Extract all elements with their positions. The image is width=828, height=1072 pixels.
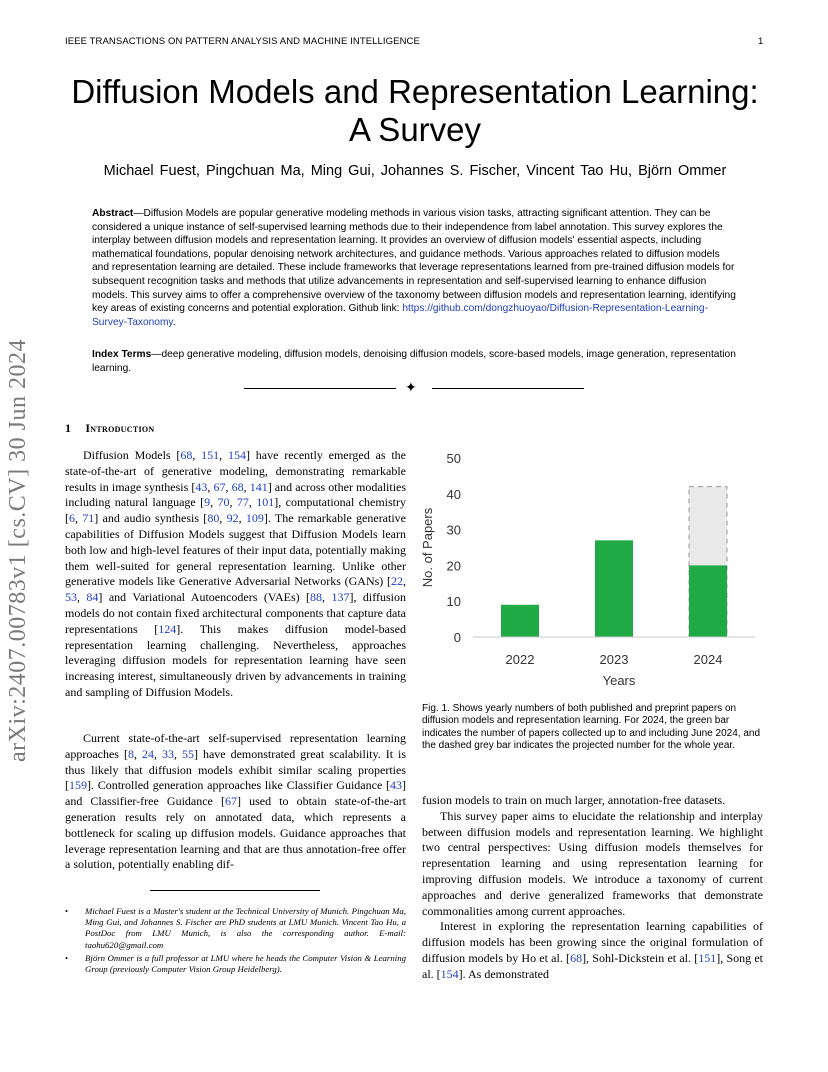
paragraph-survey-aims: This survey paper aims to elucidate the relationship and interplay between diffusion models and representation learning. We highlight two central perspectives: Using diffusion models themselves for representation learning and using representation learning for improving diffusion models. We introduce a taxonomy of current approaches and derive generalized frameworks that demonstrate commonalities among current approaches.: [422, 808, 763, 918]
arxiv-stamp: arXiv:2407.00783v1 [cs.CV] 30 Jun 2024: [5, 339, 31, 762]
bar-2023: [595, 540, 633, 637]
citation-link[interactable]: 68: [180, 448, 193, 462]
text-run: ] and audio synthesis [: [94, 511, 208, 526]
footnotes: [65, 906, 406, 977]
citation-link[interactable]: 141: [249, 479, 268, 494]
separator-rule-left: [244, 388, 396, 389]
text-run: ], Song et al. [: [422, 950, 763, 981]
citation-link[interactable]: 68: [231, 479, 244, 494]
citation-link[interactable]: 80: [207, 511, 220, 526]
text-run: ], computational chemistry [: [65, 495, 407, 526]
citation-link[interactable]: 43: [390, 778, 402, 793]
citation-link[interactable]: 70: [217, 495, 230, 510]
paragraph-interest: [422, 919, 763, 982]
text-run: ,: [243, 479, 250, 494]
bar-2024: [689, 565, 727, 637]
text-run: Current state-of-the-art self-supervised representation learning approaches [: [65, 731, 406, 761]
title-line-1: Diffusion Models and Representation Learning:: [71, 73, 759, 110]
text-run: ,: [173, 746, 182, 761]
x-tick-label: 2024: [693, 652, 723, 667]
index-terms-body: —deep generative modeling, diffusion models, denoising diffusion models, score-based models, image generation, representation learning.: [92, 349, 736, 374]
footnote-item: [65, 953, 406, 975]
text-run: ] and Variational Autoencoders (VAEs) [: [98, 590, 311, 605]
citation-link[interactable]: 53: [65, 590, 77, 605]
text-run: ] have demonstrated great scalability. It is thus likely that diffusion models exhibit similar scaling properties [: [65, 746, 407, 793]
author-list: Michael Fuest, Pingchuan Ma, Ming Gui, Johannes S. Fischer, Vincent Tao Hu, Björn Ommer: [103, 163, 727, 179]
right-column-text: [422, 793, 763, 983]
section-heading: [65, 421, 154, 436]
separator-ornament: ✦: [405, 381, 417, 396]
citation-link[interactable]: 8: [127, 746, 134, 761]
bullet: •: [65, 906, 69, 916]
text-run: ,: [403, 574, 406, 589]
footnote-rule: [150, 890, 320, 891]
text-run: ,: [75, 511, 83, 526]
y-tick-label: 40: [446, 486, 461, 502]
citation-link[interactable]: 43: [195, 479, 208, 494]
footnote-text: Björn Ommer is a full professor at LMU where he heads the Computer Vision & Learning Group (previously Computer Vision Group Heidelberg).: [85, 952, 406, 975]
bars: [501, 487, 727, 637]
text-run: ,: [229, 495, 237, 510]
index-terms: [92, 348, 736, 375]
citation-link[interactable]: 151: [201, 448, 220, 462]
citation-link[interactable]: 92: [226, 511, 239, 526]
citation-link[interactable]: 77: [236, 495, 249, 510]
y-tick-label: 50: [446, 451, 461, 466]
text-run: ,: [207, 479, 214, 494]
text-run: ] and Classifier-free Guidance [: [65, 778, 406, 809]
x-tick-label: 2023: [599, 652, 629, 667]
intro-paragraph-1: [65, 448, 406, 701]
text-run: ,: [192, 448, 202, 462]
citation-link[interactable]: 22: [391, 574, 403, 589]
separator-rule-right: [432, 388, 584, 389]
citation-link[interactable]: 24: [141, 746, 154, 761]
text-run: ] and across other modalities including natural language [: [65, 479, 407, 510]
text-run: ]. Controlled generation approaches like Classifier Guidance [: [87, 778, 390, 793]
text-run: Interest in exploring the representation learning capabilities of diffusion models has been growing since the original formulation of diffusion models by Ho et al. [: [422, 919, 763, 965]
text-run: ] have recently emerged as the state-of-the-art of generative modeling, demonstrating remarkable results in image synthesis [: [65, 448, 406, 494]
section-number: 1: [65, 421, 72, 435]
citation-link[interactable]: 9: [204, 495, 211, 510]
figure-caption: Fig. 1. Shows yearly numbers of both published and preprint papers on diffusion models and representation learning. For 2024, the green bar indicates the number of papers collected up to and including June 2024, and the dashed grey bar indicates the projected number for the whole year.: [422, 703, 761, 752]
text-run: Diffusion Models [: [83, 448, 181, 462]
paragraph-continuation: fusion models to train on much larger, annotation-free datasets.: [422, 793, 726, 807]
abstract: [92, 207, 736, 329]
x-axis-label: Years: [602, 673, 636, 688]
text-run: ,: [219, 448, 228, 462]
title-line-2: A Survey: [348, 111, 482, 148]
citation-link[interactable]: 88: [310, 590, 323, 605]
text-run: ]. This makes diffusion model-based representation learning challenging. Nevertheless, approaches leveraging diffusion models for representation learning have seen increasing interest, simultaneously driven by advancements in training and sampling of Diffusion Models.: [65, 621, 407, 699]
text-run: ,: [322, 590, 332, 605]
y-tick-label: 30: [446, 522, 461, 538]
x-tick-labels: [506, 652, 723, 667]
y-tick-label: 10: [446, 594, 461, 610]
citation-link[interactable]: 67: [224, 794, 237, 809]
papers-per-year-chart: [418, 440, 763, 690]
paper-title: [60, 73, 770, 149]
text-run: ,: [248, 495, 257, 510]
text-run: ,: [153, 746, 162, 761]
github-link[interactable]: https://github.com/dongzhuoyao/Diffusion-Representation-Learning-Survey-Taxonomy: [92, 303, 708, 328]
x-tick-label: 2022: [505, 652, 535, 667]
citation-link[interactable]: 159: [69, 778, 87, 793]
text-run: ]. As demonstrated: [458, 966, 549, 981]
citation-link[interactable]: 154: [227, 448, 246, 462]
text-run: ,: [219, 511, 227, 526]
running-head: IEEE TRANSACTIONS ON PATTERN ANALYSIS AND MACHINE INTELLIGENCE: [65, 36, 420, 47]
text-run: ,: [210, 495, 218, 510]
text-run: ] used to obtain state-of-the-art generation results rely on annotated data, which represents a bottleneck for scaling up diffusion models. Guidance approaches that leverage representation learning and that are thus annotation-free offer a solution, potentially enabling dif-: [65, 794, 406, 872]
footnote-text: Michael Fuest is a Master's student at the Technical University of Munich. Pingchuan Ma, Ming Gui, and Johannes S. Fischer are PhD students at LMU Munich. Vincent Tao Hu, a PostDoc from LMU Munich, is also the corresponding author. E-mail: taohu620@gmail.com: [85, 906, 406, 950]
text-run: ,: [133, 746, 142, 761]
text-run: ,: [238, 511, 246, 526]
citation-link[interactable]: 33: [161, 746, 174, 761]
citation-link[interactable]: 101: [256, 495, 275, 510]
bullet: •: [65, 952, 69, 963]
page-number: 1: [758, 36, 764, 47]
index-terms-label: Index Terms: [92, 349, 152, 360]
citation-link[interactable]: 154: [440, 966, 459, 981]
y-axis-label: No. of Papers: [420, 507, 435, 588]
text-run: ], Sohl-Dickstein et al. [: [582, 950, 699, 965]
citation-link[interactable]: 68: [570, 950, 583, 965]
citation-link[interactable]: 55: [181, 746, 194, 761]
text-run: ,: [77, 590, 87, 605]
footnote-item: [65, 906, 406, 951]
citation-link[interactable]: 6: [69, 511, 75, 526]
paragraph-text: [65, 448, 406, 701]
text-run: ,: [225, 479, 232, 494]
text-run: ]. The remarkable generative capabilities of Diffusion Models suggest that Diffusion Models learn both low and high-level features of their input data, potentially making them well-suited for general representation learning. Unlike other generative models like Generative Adversarial Networks (GANs) [: [65, 511, 407, 589]
abstract-end: .: [172, 316, 176, 328]
citation-link[interactable]: 137: [331, 590, 350, 605]
text-run: ], diffusion models do not contain fixed architectural components that capture data representations [: [65, 590, 406, 636]
section-title: Introduction: [85, 421, 155, 435]
citation-link[interactable]: 84: [86, 590, 99, 605]
citation-link[interactable]: 151: [698, 950, 717, 965]
abstract-body: —Diffusion Models are popular generative modeling methods in various vision tasks, attracting significant attention. They can be considered a unique instance of self-supervised learning methods due to their independence from label annotation. This survey explores the interplay between diffusion models and representation learning. It provides an overview of diffusion models' essential aspects, including mathematical foundations, popular denoising network architectures, and guidance methods. Various approaches related to diffusion models and representation learning are detailed. These include frameworks that leverage representations learned from pre-trained diffusion models for subsequent recognition tasks and methods that utilize advancements in representation and self-supervised learning to enhance diffusion models. This survey aims to offer a comprehensive overview of the taxonomy between diffusion models and representation learning, identifying key areas of existing concerns and potential exploration. Github link:: [92, 208, 736, 315]
paragraph-text: [65, 731, 406, 873]
citation-link[interactable]: 71: [82, 511, 95, 526]
citation-link[interactable]: 109: [245, 511, 264, 526]
abstract-label: Abstract: [92, 208, 134, 219]
y-tick-label: 0: [453, 630, 461, 645]
citation-link[interactable]: 67: [213, 479, 226, 494]
bar-2022: [501, 605, 539, 637]
y-tick-label: 20: [446, 558, 461, 574]
citation-link[interactable]: 124: [158, 621, 177, 636]
y-tick-labels: [447, 451, 461, 645]
intro-paragraph-2: [65, 731, 406, 873]
